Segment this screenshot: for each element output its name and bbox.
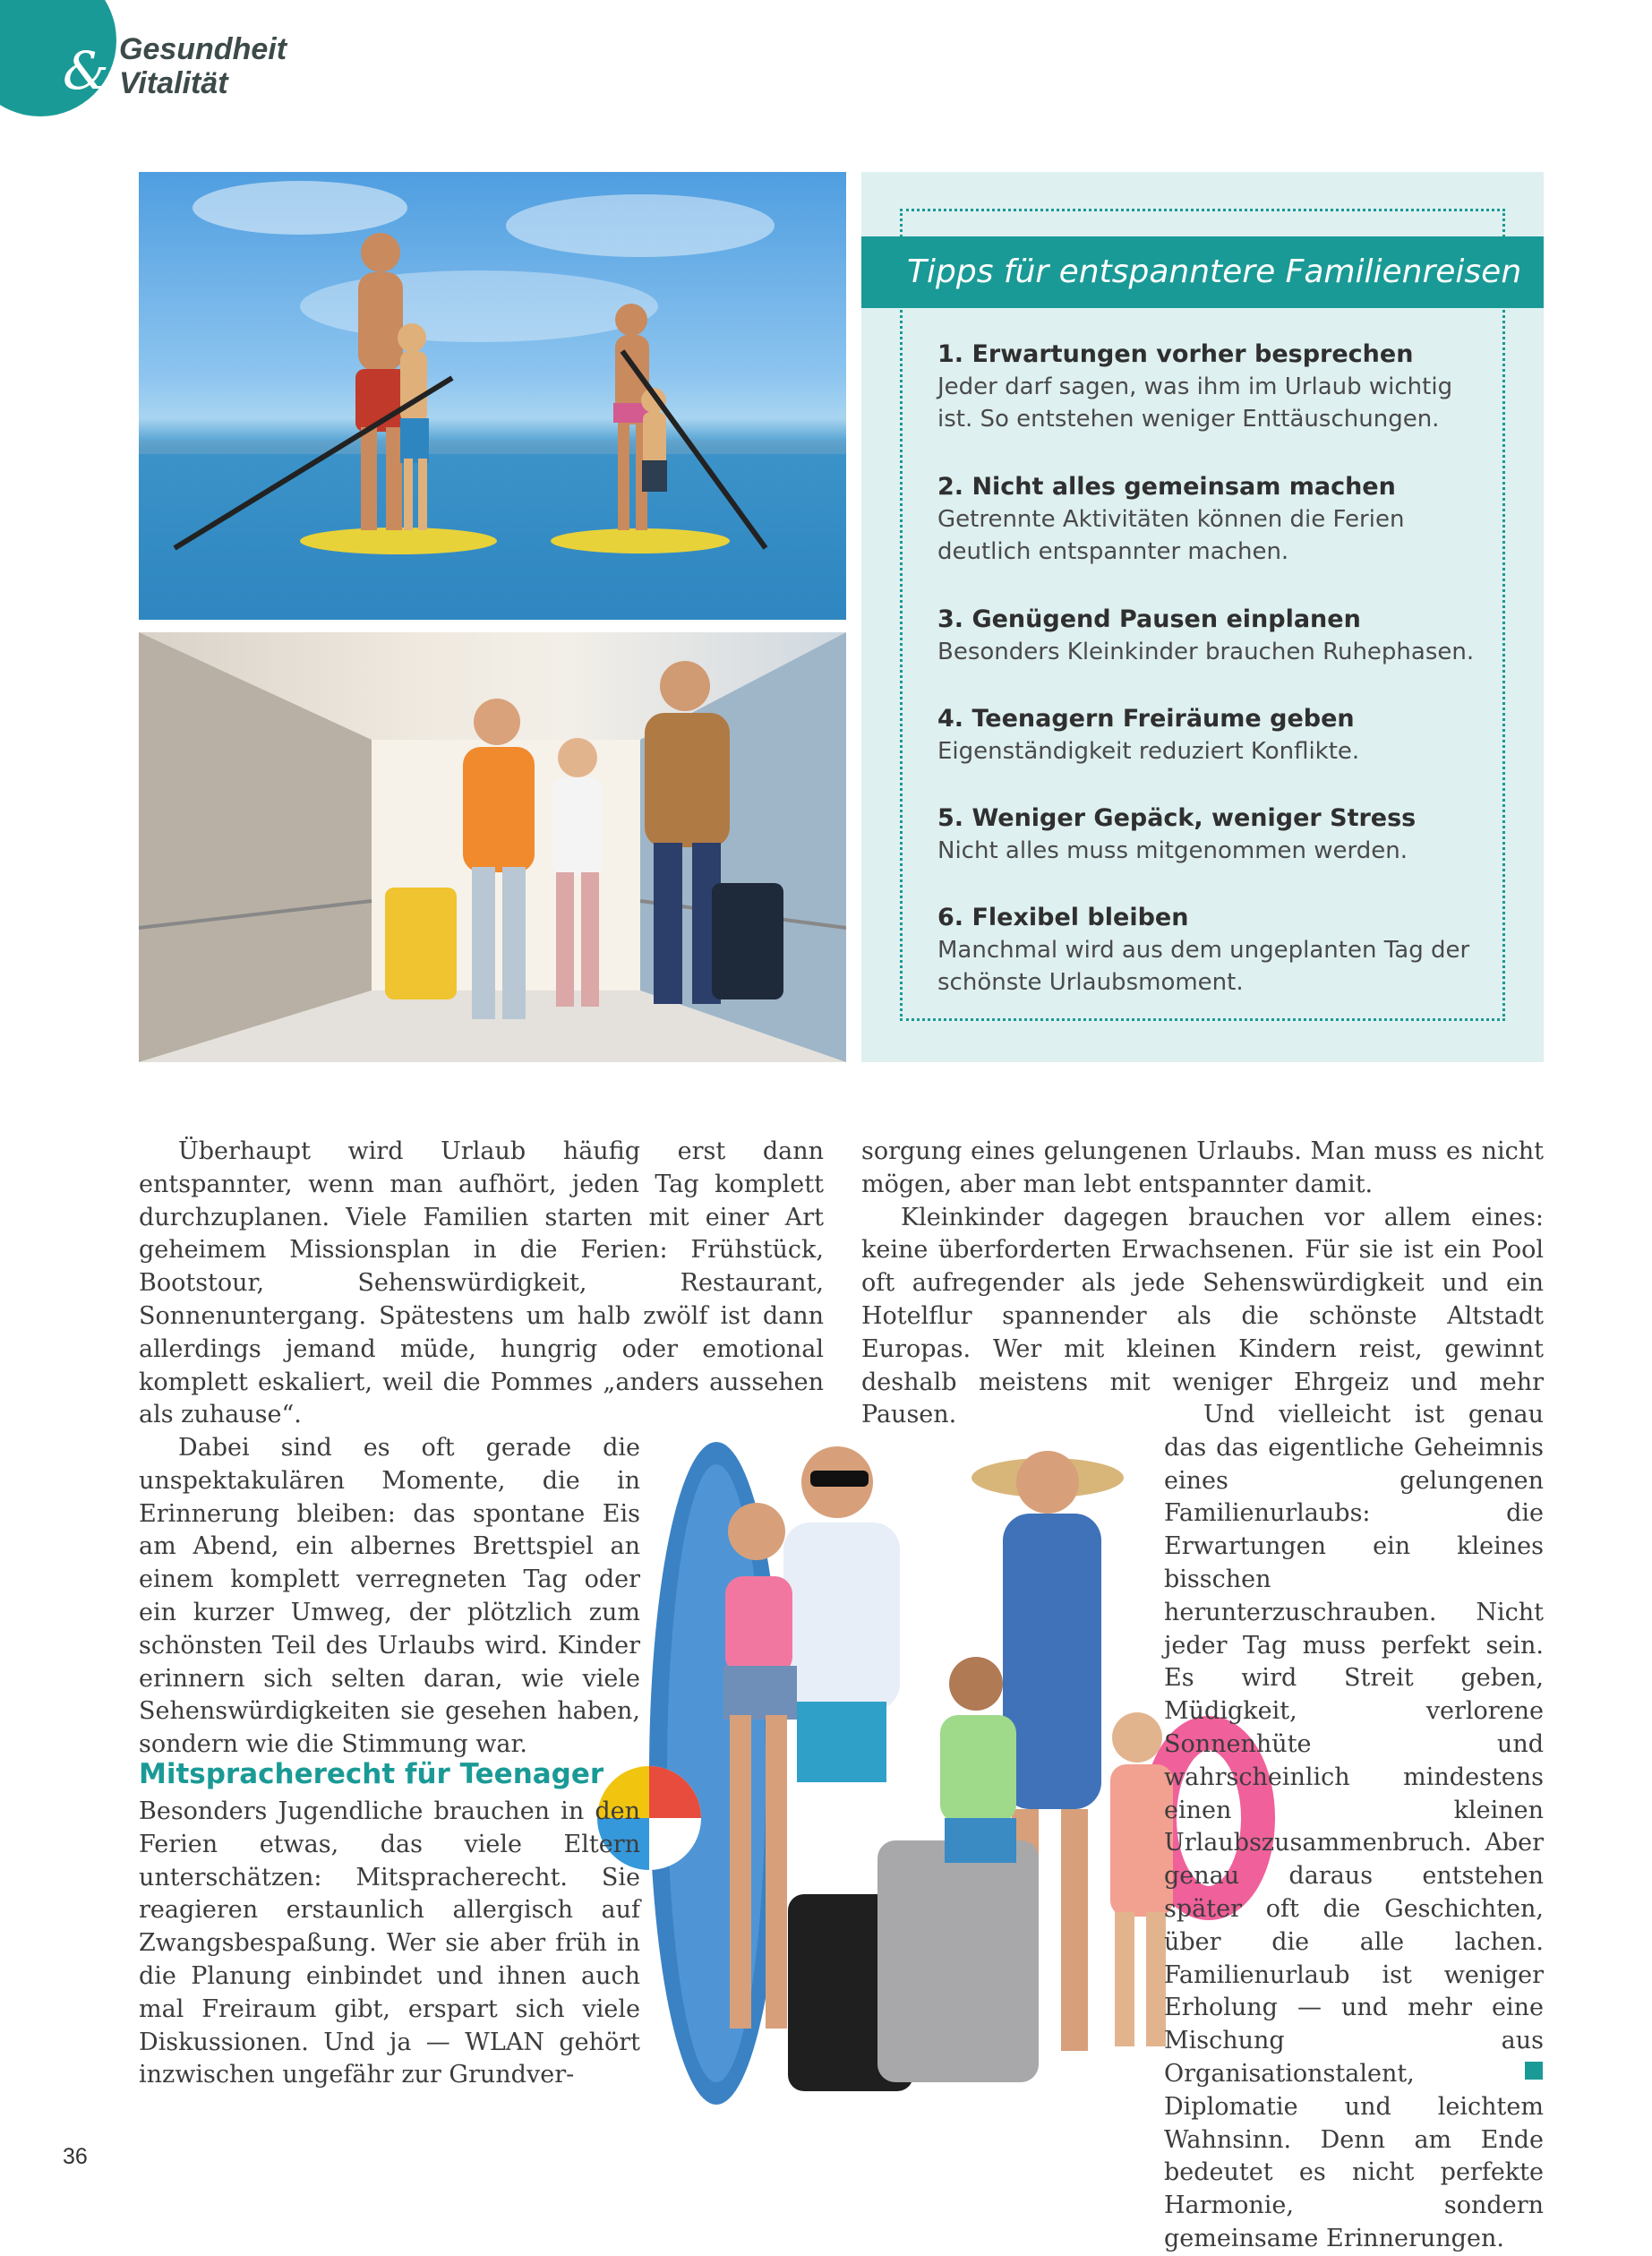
photo-paddleboard-family bbox=[139, 172, 846, 620]
tip-title: 1. Erwartungen vorher besprechen bbox=[937, 340, 1414, 368]
tip-title: 5. Weniger Gepäck, weniger Stress bbox=[937, 804, 1417, 832]
article-paragraph: Besonders Jugendliche brauchen in den Ferien etwas, das viele Eltern unterschätzen: Mitspracherecht. Sie reagieren erstaunlich allergisch auf Zwangsbespaßung. Wer sie aber früh in die Planung einbindet und ihnen auch mal Freiraum gibt, erspart sich viele Diskussionen. Und ja — WLAN gehört inzwischen ungefähr zur Grundver- bbox=[139, 1797, 640, 2089]
tip-item bbox=[937, 802, 1475, 867]
section-title bbox=[119, 32, 287, 100]
photo-airport-family bbox=[139, 632, 846, 1062]
tips-box-title: Tipps für entspanntere Familienreisen bbox=[907, 253, 1522, 290]
tip-title: 3. Genügend Pausen einplanen bbox=[937, 605, 1361, 633]
tip-title: 4. Teenagern Freiräume geben bbox=[937, 705, 1355, 733]
tip-item bbox=[937, 902, 1475, 999]
article-left-intro bbox=[139, 1136, 824, 1432]
end-of-article-mark bbox=[1525, 2062, 1543, 2080]
article-right-top bbox=[861, 1136, 1544, 1432]
section-title-line1: Gesundheit bbox=[119, 32, 287, 66]
ampersand-logo: & bbox=[63, 40, 109, 101]
tip-item bbox=[937, 703, 1475, 768]
tip-title: 2. Nicht alles gemeinsam machen bbox=[937, 473, 1396, 501]
tip-text: Manchmal wird aus dem ungeplanten Tag der schönste Urlaubsmoment. bbox=[937, 937, 1470, 996]
tip-title: 6. Flexibel bleiben bbox=[937, 904, 1189, 931]
tip-text: Getrennte Aktivitäten können die Ferien deutlich entspannter machen. bbox=[937, 506, 1405, 565]
article-paragraph: Und vielleicht ist genau das das eigentliche Geheimnis eines gelungenen Familienurlaubs: die Erwartungen ein kleines bisschen herunterzuschrauben. Nicht jeder Tag muss perfekt sein. Es wird Streit geben, Müdigkeit, verlorene Sonnenhüte und wahrscheinlich mindestens einen kleinen Urlaubszusammenbruch. Aber genau daraus entstehen später oft die Geschichten, über die alle lachen. Familienurlaub ist weniger Erholung — und mehr eine Mischung aus Organisationstalent, Diplomatie und leichtem Wahnsinn. Denn am Ende bedeutet es nicht perfekte Harmonie, sondern gemeinsame Erinnerungen. bbox=[1164, 1401, 1544, 2252]
article-paragraph: Kleinkinder dagegen brauchen vor allem eines: keine überforderten Erwachsenen. Für sie ist ein Pool oft aufregender als jede Sehenswürdigkeit und ein Hotelflur spannender als die schönste Altstadt Europas. Wer mit kleinen Kindern reist, gewinnt deshalb meistens mit weniger Ehrgeiz und mehr Pausen. bbox=[861, 1203, 1544, 1429]
tip-item bbox=[937, 339, 1475, 435]
article-left-middle bbox=[139, 1432, 640, 1762]
subheading: Mitspracherecht für Teenager bbox=[139, 1758, 604, 1790]
article-paragraph: Dabei sind es oft gerade die unspektakulären Momente, die in Erinnerung bleiben: das spontane Eis am Abend, ein albernes Brettspiel an einem komplett verregneten Tag oder ein kurzer Umweg, der plötzlich zum schönsten Teil des Urlaubs wird. Kinder erinnern sich selten daran, wie viele Sehenswürdigkeiten sie gesehen haben, sondern wie die Stimmung war. bbox=[139, 1434, 640, 1759]
article-right-bottom bbox=[1164, 1399, 1544, 2256]
tip-item bbox=[937, 604, 1475, 668]
article-left-bottom bbox=[139, 1796, 640, 2092]
tip-text: Eigenständigkeit reduziert Konflikte. bbox=[937, 738, 1360, 765]
tip-text: Nicht alles muss mitgenommen werden. bbox=[937, 837, 1408, 864]
tip-text: Besonders Kleinkinder brauchen Ruhephasen. bbox=[937, 639, 1475, 665]
article-paragraph: Überhaupt wird Urlaub häufig erst dann entspannter, wenn man aufhört, jeden Tag komplett durchzuplanen. Viele Familien starten mit einer Art geheimem Missionsplan in die Ferien: Frühstück, Bootstour, Sehenswürdigkeit, Restaurant, Sonnenuntergang. Spätestens um halb zwölf ist dann allerdings jemand müde, hungrig oder emotional komplett eskaliert, weil die Pommes „anders aussehen als zuhause“. bbox=[139, 1137, 824, 1429]
page-number: 36 bbox=[63, 2144, 88, 2169]
article-paragraph: sorgung eines gelungenen Urlaubs. Man muss es nicht mögen, aber man lebt entspannter damit. bbox=[861, 1137, 1544, 1198]
tip-text: Jeder darf sagen, was ihm im Urlaub wichtig ist. So entstehen weniger Enttäuschungen. bbox=[937, 373, 1453, 433]
tip-item bbox=[937, 471, 1475, 568]
section-title-line2: Vitalität bbox=[119, 66, 228, 100]
